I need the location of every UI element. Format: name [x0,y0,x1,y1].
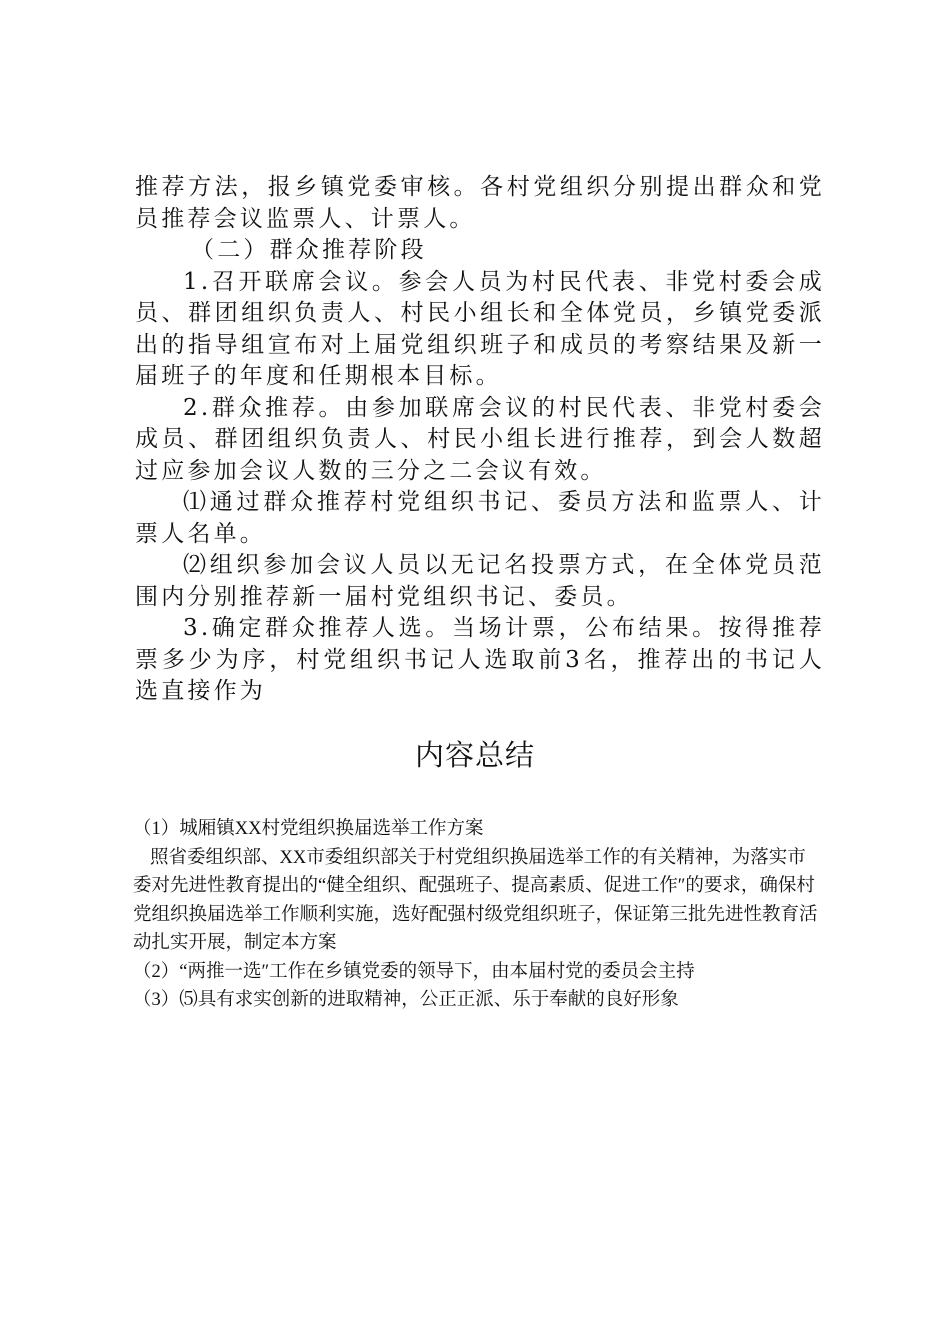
summary-paragraph: 照省委组织部、XX市委组织部关于村党组织换届选举工作的有关精神，为落实市委对先进性教育提出的“健全组织、配强班子、提高素质、促进工作″的要求，确保村党组织换届选举工作顺利实施，选好配强村级党组织班子，保证第三批先进性教育活动扎实开展，制定本方案 [133,847,818,953]
body-paragraph: 3.确定群众推荐人选。当场计票，公布结果。按得推荐票多少为序，村党组织书记人选取前3名，推荐出的书记人选直接作为 [135,615,825,704]
summary-title: 内容总结 [414,738,535,772]
summary-section [133,815,823,1015]
summary-line: （3）⑸具有求实创新的进取精神，公正正派、乐于奉献的良好形象 [133,990,679,1010]
body-paragraph: 1.召开联席会议。参会人员为村民代表、非党村委会成员、群团组织负责人、村民小组长和全体党员，乡镇党委派出的指导组宣布对上届党组织班子和成员的考察结果及新一届班子的年度和任期根本目标。 [135,268,825,389]
section-heading: （二）群众推荐阶段 [191,237,427,263]
body-paragraph: 2.群众推荐。由参加联席会议的村民代表、非党村委会成员、群团组织负责人、村民小组长进行推荐，到会人数超过应参加会议人数的三分之二会议有效。 [135,394,825,484]
body-paragraph: ⑵组织参加会议人员以无记名投票方式，在全体党员范围内分别推荐新一届村党组织书记、委员。 [135,552,825,610]
body-paragraph: ⑴通过群众推荐村党组织书记、委员方法和监票人、计票人名单。 [135,489,825,547]
body-paragraph: 推荐方法，报乡镇党委审核。各村党组织分别提出群众和党员推荐会议监票人、计票人。 [135,174,825,232]
summary-line: （2）“两推一选″工作在乡镇党委的领导下，由本届村党的委员会主持 [133,961,695,982]
summary-line: （1）城厢镇XX村党组织换届选举工作方案 [133,819,484,839]
body-text [135,172,825,708]
